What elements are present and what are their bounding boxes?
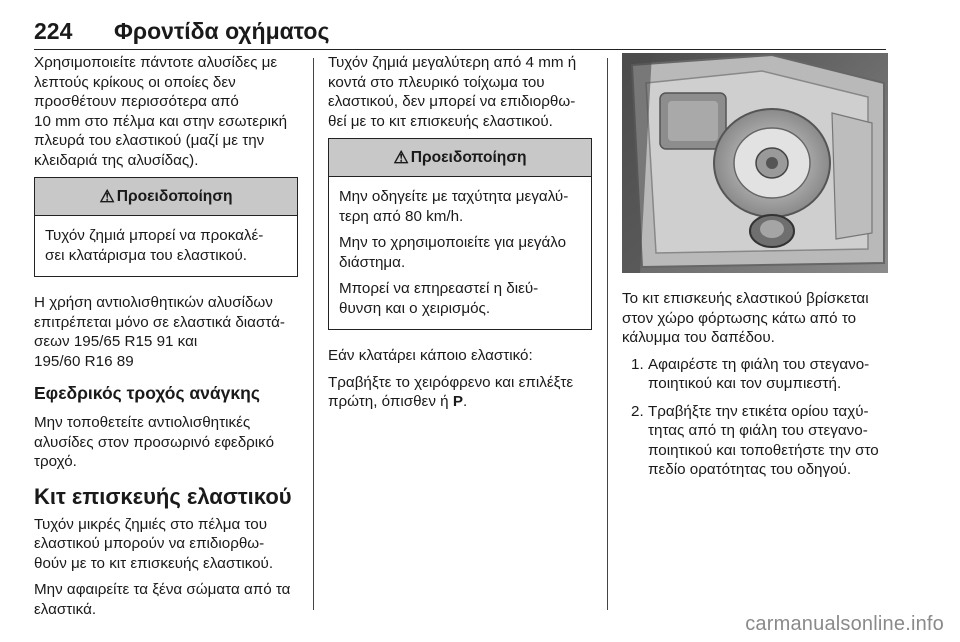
column-divider [607, 58, 608, 610]
column-divider [313, 58, 314, 610]
chain-sizes-paragraph: Η χρήση αντιολισθητικών αλυσίδων επιτρέπεται μόνο σε ελαστικά διαστά- σεων 195/65 R15 91 και 195/60 R16 89 [34, 294, 285, 370]
repair-kit-heading: Κιτ επισκευής ελαστικού [34, 483, 292, 509]
warning-header [329, 139, 591, 177]
column-3 [622, 53, 888, 488]
page-header [34, 14, 886, 50]
gear-p-label: P [452, 393, 463, 410]
warning-box [328, 138, 592, 330]
repair-kit-paragraph-1: Τυχόν μικρές ζημιές στο πέλμα του ελαστικού μπορούν να επιδιορθω- θούν με το κιτ επισκευής ελαστικού. [34, 515, 274, 572]
warning-title: Προειδοποίηση [410, 148, 527, 166]
warning-title: Προειδοποίηση [116, 187, 233, 205]
warning-body: Τυχόν ζημιά μπορεί να προκαλέ- σει κλατάρισμα του ελαστικού. [45, 227, 264, 264]
chain-spec-paragraph: Χρησιμοποιείτε πάντοτε αλυσίδες με λεπτούς κρίκους οι οποίες δεν προσθέτουν περισσότερα από 10 mm στο πέλμα και στην εσωτερική πλευρά του ελαστικού (μαζί με την κλειδαριά της αλυσίδας). [34, 54, 288, 169]
section-title: Φροντίδα οχήματος [114, 18, 330, 44]
page-number: 224 [34, 18, 73, 44]
watermark: carmanualsonline.info [745, 613, 944, 635]
steps-list [622, 355, 888, 480]
handbrake-paragraph: Τραβήξτε το χειρόφρενο και επιλέξτε πρώτη, όπισθεν ή P. [328, 373, 574, 410]
warning-body: Μην οδηγείτε με ταχύτητα μεγαλύ- τερη από 80 km/h. Μην το χρησιμοποιείτε για μεγάλο διάστημα. Μπορεί να επηρεαστεί η διεύ- θυνση και ο χειρισμός. [339, 188, 569, 317]
spare-wheel-paragraph: Μην τοποθετείτε αντιολισθητικές αλυσίδες στον προσωρινό εφεδρικό τροχό. [34, 414, 275, 470]
warning-triangle-icon: ⚠ [393, 147, 409, 167]
column-1 [34, 53, 298, 626]
kit-location-paragraph: Το κιτ επισκευής ελαστικού βρίσκεται στον χώρο φόρτωσης κάτω από το κάλυμμα του δαπέδου. [622, 290, 869, 346]
list-item: 1. Αφαιρέστε τη φιάλη του στεγανο- ποιητικού και τον συμπιεστή. [631, 355, 870, 392]
repair-kit-location-photo [622, 53, 888, 273]
warning-header [35, 178, 297, 216]
warning-box [34, 177, 298, 277]
flat-tyre-line: Εάν κλατάρει κάποιο ελαστικό: [328, 347, 533, 364]
damage-limit-paragraph: Τυχόν ζημιά μεγαλύτερη από 4 mm ή κοντά στο πλευρικό τοίχωμα του ελαστικού, δεν μπορεί να επιδιορθω- θεί με το κιτ επισκευής ελαστικού. [328, 54, 577, 130]
column-2 [328, 53, 592, 419]
repair-kit-paragraph-2: Μην αφαιρείτε τα ξένα σώματα από τα ελαστικά. [34, 581, 291, 618]
spare-wheel-heading: Εφεδρικός τροχός ανάγκης [34, 383, 260, 403]
list-item: 2. Τραβήξτε την ετικέτα ορίου ταχύ- τητας από τη φιάλη του στεγανο- ποιητικού και τοποθετήστε την στο πεδίο ορατότητας του οδηγού. [631, 402, 879, 478]
warning-triangle-icon: ⚠ [99, 186, 115, 206]
